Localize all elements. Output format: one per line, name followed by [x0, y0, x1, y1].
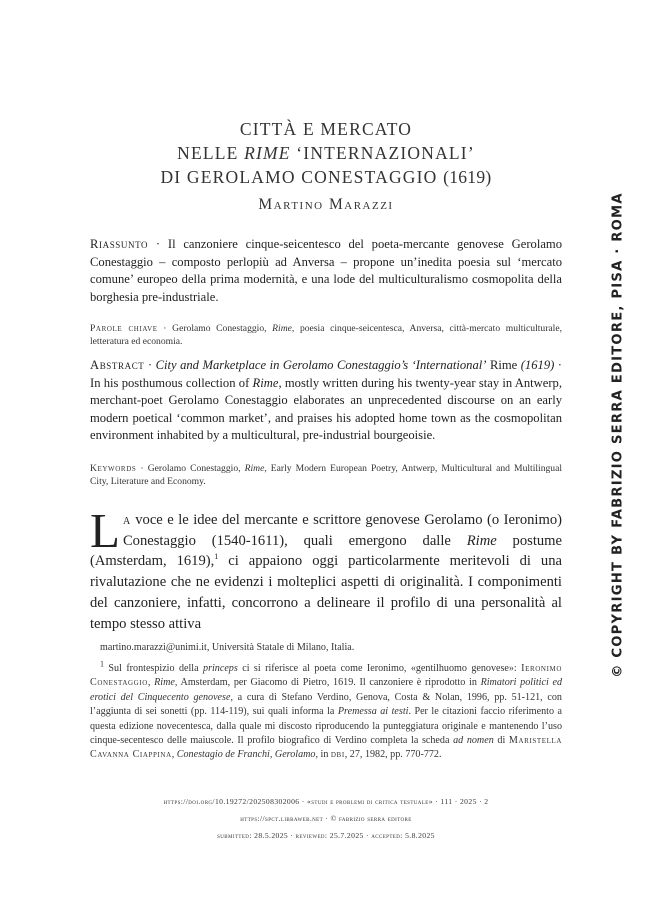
doi-line[interactable]: https://doi.org/10.19272/202508302006 · «studi e problemi di critica testuale» · 111 · 2025 · 2 [163, 797, 489, 806]
journal-website-line[interactable]: https://spct.libraweb.net · © fabrizio serra editore [240, 814, 412, 823]
title-line-2: NELLE RIME ‘INTERNAZIONALI’ [177, 143, 475, 163]
footnote-1: $^1$ Sul frontespizio della princeps ci si riferisce al poeta come Ieronimo, «gentilhuomo genovese»: Ieronimo Conestaggio, Rime, Amsterdam, per Giacomo di Pietro, 1619. Il canzoniere è riprodotto in Rimatori politici ed erotici del Cinquecento genovese, a cura di Stefano Verdino, Genova, Costa & Nolan, 1996, pp. 51-121, con l’aggiunta di sei sonetti (pp. 114-119), sui quali informa la Premessa ai testi. Per le citazioni faccio riferimento a questa edizione novecentesca, dalla quale mi discosto riproducendo la punteggiatura originale e mantenendo l’uso cinque-secentesco delle maiuscole. Il profilo biografico di Verdino completa la scheda ad nomen di Maristella Cavanna Ciappina, Conestagio de Franchi, Gerolamo, in dbi, 27, 1982, pp. 770-772. [90, 659, 563, 761]
submission-dates-line: submitted: 28.5.2025 · reviewed: 25.7.2025 · accepted: 5.8.2025 [217, 831, 435, 840]
keywords: Keywords · Gerolamo Conestaggio, Rime, Early Modern European Poetry, Antwerp, Multicultural and Multilingual City, Literature and Economy. [90, 463, 563, 488]
drop-cap: L [90, 503, 120, 558]
abstract-paragraph: Abstract · City and Marketplace in Gerolamo Conestaggio’s ‘International’ Rime (1619) · In his posthumous collection of Rime, mostly written during his twenty-year stay in Antwerp, merchant-poet Gerolamo Conestaggio elaborates an unprecedented discourse on an early modern poetical ‘common market’, and praises his adopted home town as the cosmopolitan environment inhabited by a multicultural, pre-industrial bourgeoisie. [90, 358, 562, 443]
footnote-reference[interactable]: 1 [214, 552, 219, 562]
paper-page [90, 0, 562, 917]
title-line-3: DI GEROLAMO CONESTAGGIO (1619) [160, 167, 492, 187]
parole-chiave: Parole chiave · Gerolamo Conestaggio, Rime, poesia cinque-seicentesca, Anversa, città-mercato multiculturale, letteratura ed economia. [90, 323, 562, 348]
title-line-1: CITTÀ E MERCATO [239, 119, 413, 139]
affiliation-note: martino.marazzi@unimi.it, Università Statale di Milano, Italia. [100, 642, 355, 653]
body-paragraph: La voce e le idee del mercante e scrittore genovese Gerolamo (o Ieronimo) Conestaggio (1540-1611), quali emergono dalle Rime postume (Amsterdam, 1619),$^1$ ci appaiono oggi particolarmente meritevoli di una rivalutazione che ne evidenzi i molteplici aspetti di originalità. I componimenti del canzoniere, infatti, concorrono a delineare il profilo di una personalità al tempo stesso attiva [90, 503, 562, 632]
author-name: Martino Marazzi [258, 196, 394, 213]
riassunto-paragraph: Riassunto · Il canzoniere cinque-seicentesco del poeta-mercante genovese Gerolamo Conestaggio – composto perlopiù ad Anversa – propone un’inedita poesia sul ‘mercato comune’ europeo della prima modernità, e una lode del multiculturalismo cosmopolita della borghesia pre-industriale. [90, 237, 562, 304]
